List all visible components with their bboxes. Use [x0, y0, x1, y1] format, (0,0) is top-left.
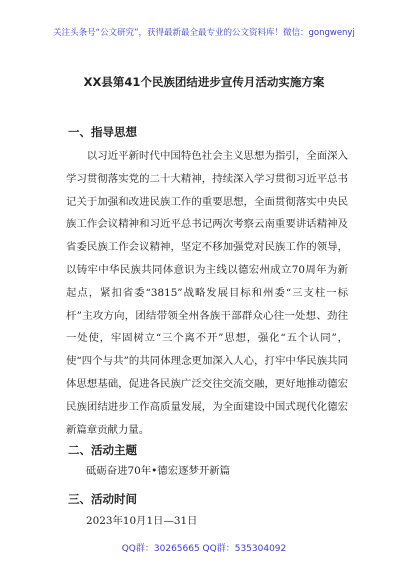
footer-qq-groups: QQ群：30265665 QQ群：535304092: [121, 544, 287, 554]
header-promo-note: 关注头条号“公文研究”，获得最新最全最专业的公文资料库！微信：gongwenyj: [53, 28, 355, 38]
section-heading-guiding-ideology: 一、指导思想: [68, 125, 137, 139]
guiding-ideology-paragraph: 以习近平新时代中国特色社会主义思想为指引，全面深入学习贯彻落实党的二十大精神，持续深入学习贯彻习近平总书记关于加强和改进民族工作的重要思想，全面贯彻落实中央民族工作会议精神和习近平总书记两次考察云南重要讲话精神及省委民族工作会议精神，坚定不移加强党对民族工作的领导，以铸牢中华民族共同体意识为主线以德宏州成立70周年为新起点，紧扣省委“3815”战略发展目标和州委“三支柱一标杆”主攻方向，团结带领全州各族干部群众心往一处想、劲往一处使，牢固树立“三个离不开”思想，强化“五个认同”，使“四个与共”的共同体理念更加深入人心，打牢中华民族共同体思想基础，促进各民族广泛交往交流交融，更好地推动德宏民族团结进步工作高质量发展，为全面建设中国式现代化德宏新篇章贡献力量。: [66, 150, 348, 436]
section-heading-activity-theme: 二、活动主题: [68, 443, 137, 457]
activity-theme-text: 砥砺奋进70年•德宏逐梦开新篇: [86, 465, 231, 477]
activity-time-text: 2023年10月1日—31日: [86, 515, 198, 527]
section-heading-activity-time: 三、活动时间: [68, 492, 137, 506]
document-title: XX县第41个民族团结进步宣传月活动实施方案: [83, 75, 325, 89]
